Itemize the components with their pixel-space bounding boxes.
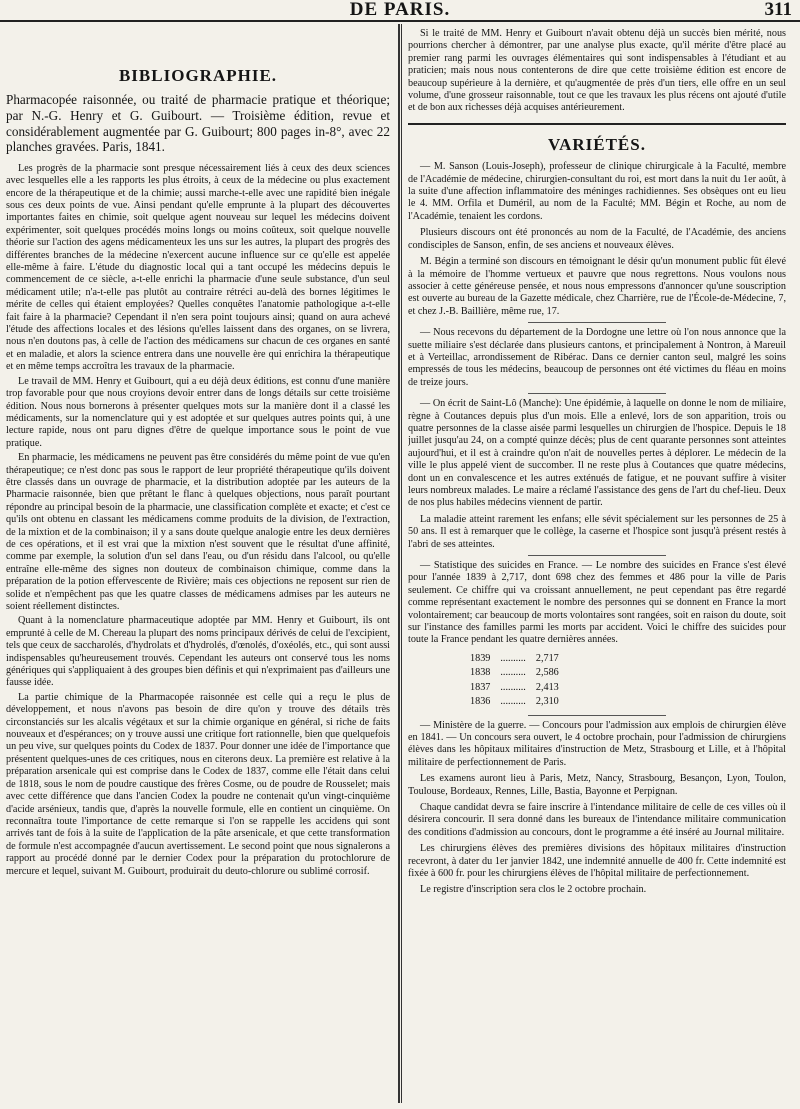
page-number: 311 <box>764 0 792 20</box>
news-item: — Ministère de la guerre. — Concours pour l'admission aux emplois de chirurgien élève en 1841. — Un concours sera ouvert, le 4 octobre prochain, pour l'admission de chirurgiens élèves dans les hôpitaux militaires d'instruction de Metz, Strasbourg et Lille, et à l'hôpital militaire de perfectionnement de Paris. <box>408 719 786 768</box>
stats-value: 2,413 <box>535 681 559 693</box>
news-item: La maladie atteint rarement les enfans; elle sévit spécialement sur les personnes de 25 à 50 ans. Il est à remarquer que le collège, la caserne et l'hospice sont jusqu'à présent restés à l'abri de ses atteintes. <box>408 513 786 550</box>
stats-year: 1839 <box>470 652 491 664</box>
item-separator <box>528 322 666 323</box>
stats-dots: .......... <box>500 681 526 693</box>
left-column <box>6 28 390 1101</box>
news-item: — Statistique des suicides en France. — Le nombre des suicides en France s'est élevé pour l'année 1839 à 2,717, dont 698 chez des femmes et 486 pour la ville de Paris seulement. Ce chiffre qui va croissant annuellement, ne peut cependant pas être regardé comme représentant exactement le nombre des personnes qui se donnent en France la mort volontairement; car beaucoup de morts volontaires sont rangées, soit en raison du doute, soit sur l'instance des familles parmi les morts par accident. Voici le chiffre des suicides pour toute la France pendant les quatre dernières années. <box>408 560 786 646</box>
stats-row <box>470 667 567 679</box>
bibliography-paragraph: Le travail de MM. Henry et Guibourt, qui a eu déjà deux éditions, est connu d'une manière trop favorable pour que nous croyions devoir entrer dans de longs détails sur cette troisième édition. Nous nous bornerons à présenter quelques mots sur la manière dont il a classé les médicaments, sur la nomenclature qui y est adoptée et sur quelques autres points qui, à une lecture rapide, nous ont paru dignes d'être de quelque importance sous le point de vue pratique. <box>6 375 390 449</box>
right-column <box>408 28 786 1101</box>
masthead <box>0 0 800 22</box>
stats-row <box>470 696 567 708</box>
stats-row <box>470 653 567 665</box>
news-item: Les examens auront lieu à Paris, Metz, Nancy, Strasbourg, Besançon, Lyon, Toulon, Toulouse, Bordeaux, Rennes, Lille, Bastia, Bayonne et Perpignan. <box>408 773 786 797</box>
stats-value: 2,310 <box>535 696 559 708</box>
item-separator <box>528 715 666 716</box>
bibliography-paragraph: Quant à la nomenclature pharmaceutique adoptée par MM. Henry et Guibourt, ils ont emprunté à celle de M. Chereau la plupart des noms principaux dérivés de celui de l'excipient, tels que ceux de saccharolés, d'hydrolats et d'hydrolés, d'œnolés, d'oxéolés, etc., qui sont aussi indispensables qu'heureusement trouvés. Cependant les auteurs ont conservé tous les noms génériques qui s'appliquaient à des groupes bien définis et qui n'exprimaient pas d'ailleurs une fausse idée. <box>6 615 390 689</box>
column-divider <box>398 24 400 1103</box>
bibliography-paragraph: En pharmacie, les médicamens ne peuvent pas être considérés du même point de vue qu'en thérapeutique; ce n'est donc pas sous le rapport de leur propriété thérapeutique qu'ils doivent être classés dans un ouvrage de pharmacie, et la distribution adoptée par les auteurs de la Pharmacie raisonnée, bien que prêtant le flanc à quelques objections, nous paraît pourtant répondre au principal besoin de la pharmacie, une classification complète et exacte; et c'est ce qu'ils ont obtenu en classant les médicamens comme produits de la division, de l'extraction, de la mixtion et de la combinaison; il y a sans doute quelque analogie entre les deux dernières de ces opérations, et il est vrai que la mixtion n'est souvent que le résultat d'une affinité, comme par exemple, la solution d'un sel dans l'eau, ou d'un résidu dans l'alcool, ou qu'elle entraîne elle-même des signes non douteux de combinaison chimique, comme dans la préparation de la potion effervescente de Rivière; mais ces objections ne reposent sur rien de solide et n'empêchent pas que les quatre classes de médicamens admises par les auteurs ne soient réellement distinctes. <box>6 452 390 612</box>
stats-year: 1838 <box>470 667 491 679</box>
news-item: Le registre d'inscription sera clos le 2 octobre prochain. <box>420 884 647 896</box>
bibliography-paragraph: La partie chimique de la Pharmacopée raisonnée est celle qui a reçu le plus de développement, et nous n'avons pas besoin de dire qu'on y trouve des détails très circonstanciés sur les alcalis végétaux et sur la chimie organique en général, si riche de faits nouveaux et d'espérances; on y trouve aussi une critique fort rationnelle, bien que quelquefois un peu vive, sur quelques points du Codex de 1837. Pour donner une idée de l'importance que présentent quelques-unes de ces critiques, nous en citerons deux. La première est relative à la préparation arsenicale qui est comprise dans le Codex de 1837, comme elle l'était dans celui de 1818, sous le nom de poudre caustique des frères Cosme, ou de poudre de Rousselet; mais avec cette différence que dans l'ancien Codex la poudre ne contenait qu'un vingt-cinquième d'acide arsénieux, tandis que, d'après la nouvelle formule, elle en contient un cinquième. On reconnaîtra toute l'importance de cette remarque si l'on se rappelle les accidens qui sont arrivés tant de fois à la suite de l'application de la pâte arsenicale, et que cette transformation de formule n'est accompagnée d'aucun avertissement. Le second point que nous signalerons a rapport au procédé donné par le dernier Codex pour la préparation du protochlorure de mercure et lequel, suivant M. Guibourt, produirait du deuto-chlorure ou sublimé corrosif. <box>6 691 390 877</box>
news-item: — On écrit de Saint-Lô (Manche): Une épidémie, à laquelle on donne le nom de miliaire, règne à Coutances depuis plus d'un mois. Elle a enlevé, lors de son apparition, trois ou quatre personnes de la classe aisée parmi lesquelles un chirurgien de l'hospice. Depuis le 18 juillet jusqu'au 24, on a compté quinze décès; plus de cent quarante personnes sont atteintes aujourd'hui, et il est à craindre qu'on n'ait de nouvelles pertes à déplorer. Le médecin de la ville le plus appelé vient de succomber. Il ne reste plus à Coutances que quatre médecins, dont un en convalescence et les autres exténués de fatigue, et ne pouvant suffire à visiter leurs nombreux malades. Le maire a réclamé l'assistance des gens de l'art du chef-lieu. Deux de nos plus habiles médecins viennent de partir. <box>408 398 786 509</box>
stats-dots: .......... <box>500 667 526 679</box>
section-rule <box>408 123 786 125</box>
column-divider-inner <box>401 24 402 1103</box>
bibliography-paragraph: Les progrès de la pharmacie sont presque nécessairement liés à ceux des deux sciences avec lesquelles elle a les rapports les plus étroits, à ceux de la médecine ou plus exactement encore de la thérapeutique et de la chimie; aussi marche-t-elle avec une rapidité bien inégale sous ces deux points de vue. Ainsi pendant qu'elle emprunte à la plupart des découvertes importantes faites en chimie, soit quelque agent nouveau sur lequel les médecins doivent expérimenter, soit quelques procédés moins longs ou moins coûteux, soit quelque nouvelle théorie sur l'action des agens médicamenteux les uns sur les autres, la plupart des progrès des différentes branches de la médecine n'exercent aucune influence sur ce qu'elle est appelée elle-même à faire. L'étude du diagnostic local qui a tant occupé les médecins depuis le commencement de ce siècle, a-t-elle enrichi la pharmacie d'une seule substance, d'un seul médicament utile; n'a-t-elle pas plutôt au contraire rétréci au-delà des bornes légitimes le mérite de celles qui étaient employées? Quelles conquêtes l'anatomie pathologique a-t-elle fait faire à la pharmacie? Cependant il n'en sera point toujours ainsi; quand on aura achevé l'étude des affections locales et des lésions qu'elles laissent dans des organes, on se livrera, nous n'en doutons pas, à celle de l'action des médicamens sur chacun de ces organes en santé et en maladie, et alors la science entrera dans une nouvelle ère qui enrichira la thérapeutique et en même temps accroîtra les travaux de la pharmacie. <box>6 162 390 373</box>
stats-year: 1837 <box>470 681 491 693</box>
item-separator <box>528 555 666 556</box>
news-item: Chaque candidat devra se faire inscrire à l'intendance militaire de celle de ces villes où il désirera concourir. Il sera donné dans les bureaux de l'intendance militaire communication des conditions d'admission au concours, dont le programme a été inséré au Journal militaire. <box>408 801 786 838</box>
stats-dots: .......... <box>500 696 526 708</box>
item-separator <box>528 393 666 394</box>
bibliography-title: BIBLIOGRAPHIE. <box>118 66 278 85</box>
masthead-title: DE PARIS. <box>349 0 451 20</box>
varietes-title: VARIÉTÉS. <box>548 134 646 154</box>
news-item: M. Bégin a terminé son discours en témoignant le désir qu'un monument public fût élevé à la mémoire de l'homme vertueux et pauvre que nous regrettons. Nous voulons nous associer à cette généreuse pensée, et nous nous empressons d'annoncer qu'une souscription est ouverte au bureau de la Gazette médicale, chez Charrière, rue de l'École-de-Médecine, 7, et chez J.-B. Baillière, même rue, 17. <box>408 256 786 317</box>
suicide-stats-table <box>468 651 569 711</box>
stats-value: 2,717 <box>535 652 559 664</box>
bibliography-paragraph: Si le traité de MM. Henry et Guibourt n'avait obtenu déjà un succès bien mérité, nous pourrions chercher à démontrer, par une analyse plus exacte, qu'il mérite d'être placé au premier rang parmi les ouvrages élémentaires qui sont indispensables à l'étudiant et au praticien; mais nous nous contenterons de dire que cette troisième édition est encore de beaucoup supérieure à la dernière, et qu'augmentée de près d'un tiers, elle offre en un seul volume, d'une grosseur raisonnable, tout ce que les travaux les plus récens ont ajouté d'utile et de bon aux richesses déjà acquises antérieurement. <box>408 28 786 114</box>
news-item: — M. Sanson (Louis-Joseph), professeur de clinique chirurgicale à la Faculté, membre de l'Académie de médecine, chirurgien-consultant du roi, est mort dans la nuit du 1er août, à la suite d'une affection inflammatoire des méninges rachidiennes. Ses obsèques ont eu lieu le 4. MM. Orfila et Duméril, au nom de la Faculté; MM. Bégin et Roche, au nom de l'Académie, tenaient les cordons. <box>408 161 786 222</box>
stats-dots: .......... <box>500 652 526 664</box>
news-item: Les chirurgiens élèves des premières divisions des hôpitaux militaires d'instruction recevront, à dater du 1er janvier 1842, une indemnité annuelle de 400 fr. Cette indemnité est fixée à 600 fr. pour les chirurgiens élèves de l'hôpital militaire de perfectionnement. <box>408 843 786 879</box>
news-item: — Nous recevons du département de la Dordogne une lettre où l'on nous annonce que la suette miliaire s'est déclarée dans plusieurs cantons, et principalement à Nontron, à Mareuil et à Verteillac, arrondissement de Ribérac. Dans ce dernier canton seul, malgré les soins empressés de tous les médecins, beaucoup de personnes ont été victimes du fléau en moins de treize jours. <box>408 327 786 388</box>
book-heading: Pharmacopée raisonnée, ou traité de pharmacie pratique et théorique; par N.-G. Henry et G. Guibourt. — Troisième édition, revue et considérablement augmentée par G. Guibourt; 800 pages in-8°, avec 22 planches gravées. Paris, 1841. <box>6 92 390 155</box>
news-item: Plusieurs discours ont été prononcés au nom de la Faculté, de l'Académie, des anciens condisciples de Sanson, enfin, de ses anciens et nouveaux élèves. <box>408 227 786 251</box>
stats-value: 2,586 <box>535 667 559 679</box>
stats-year: 1836 <box>470 696 491 708</box>
stats-row <box>470 682 567 694</box>
